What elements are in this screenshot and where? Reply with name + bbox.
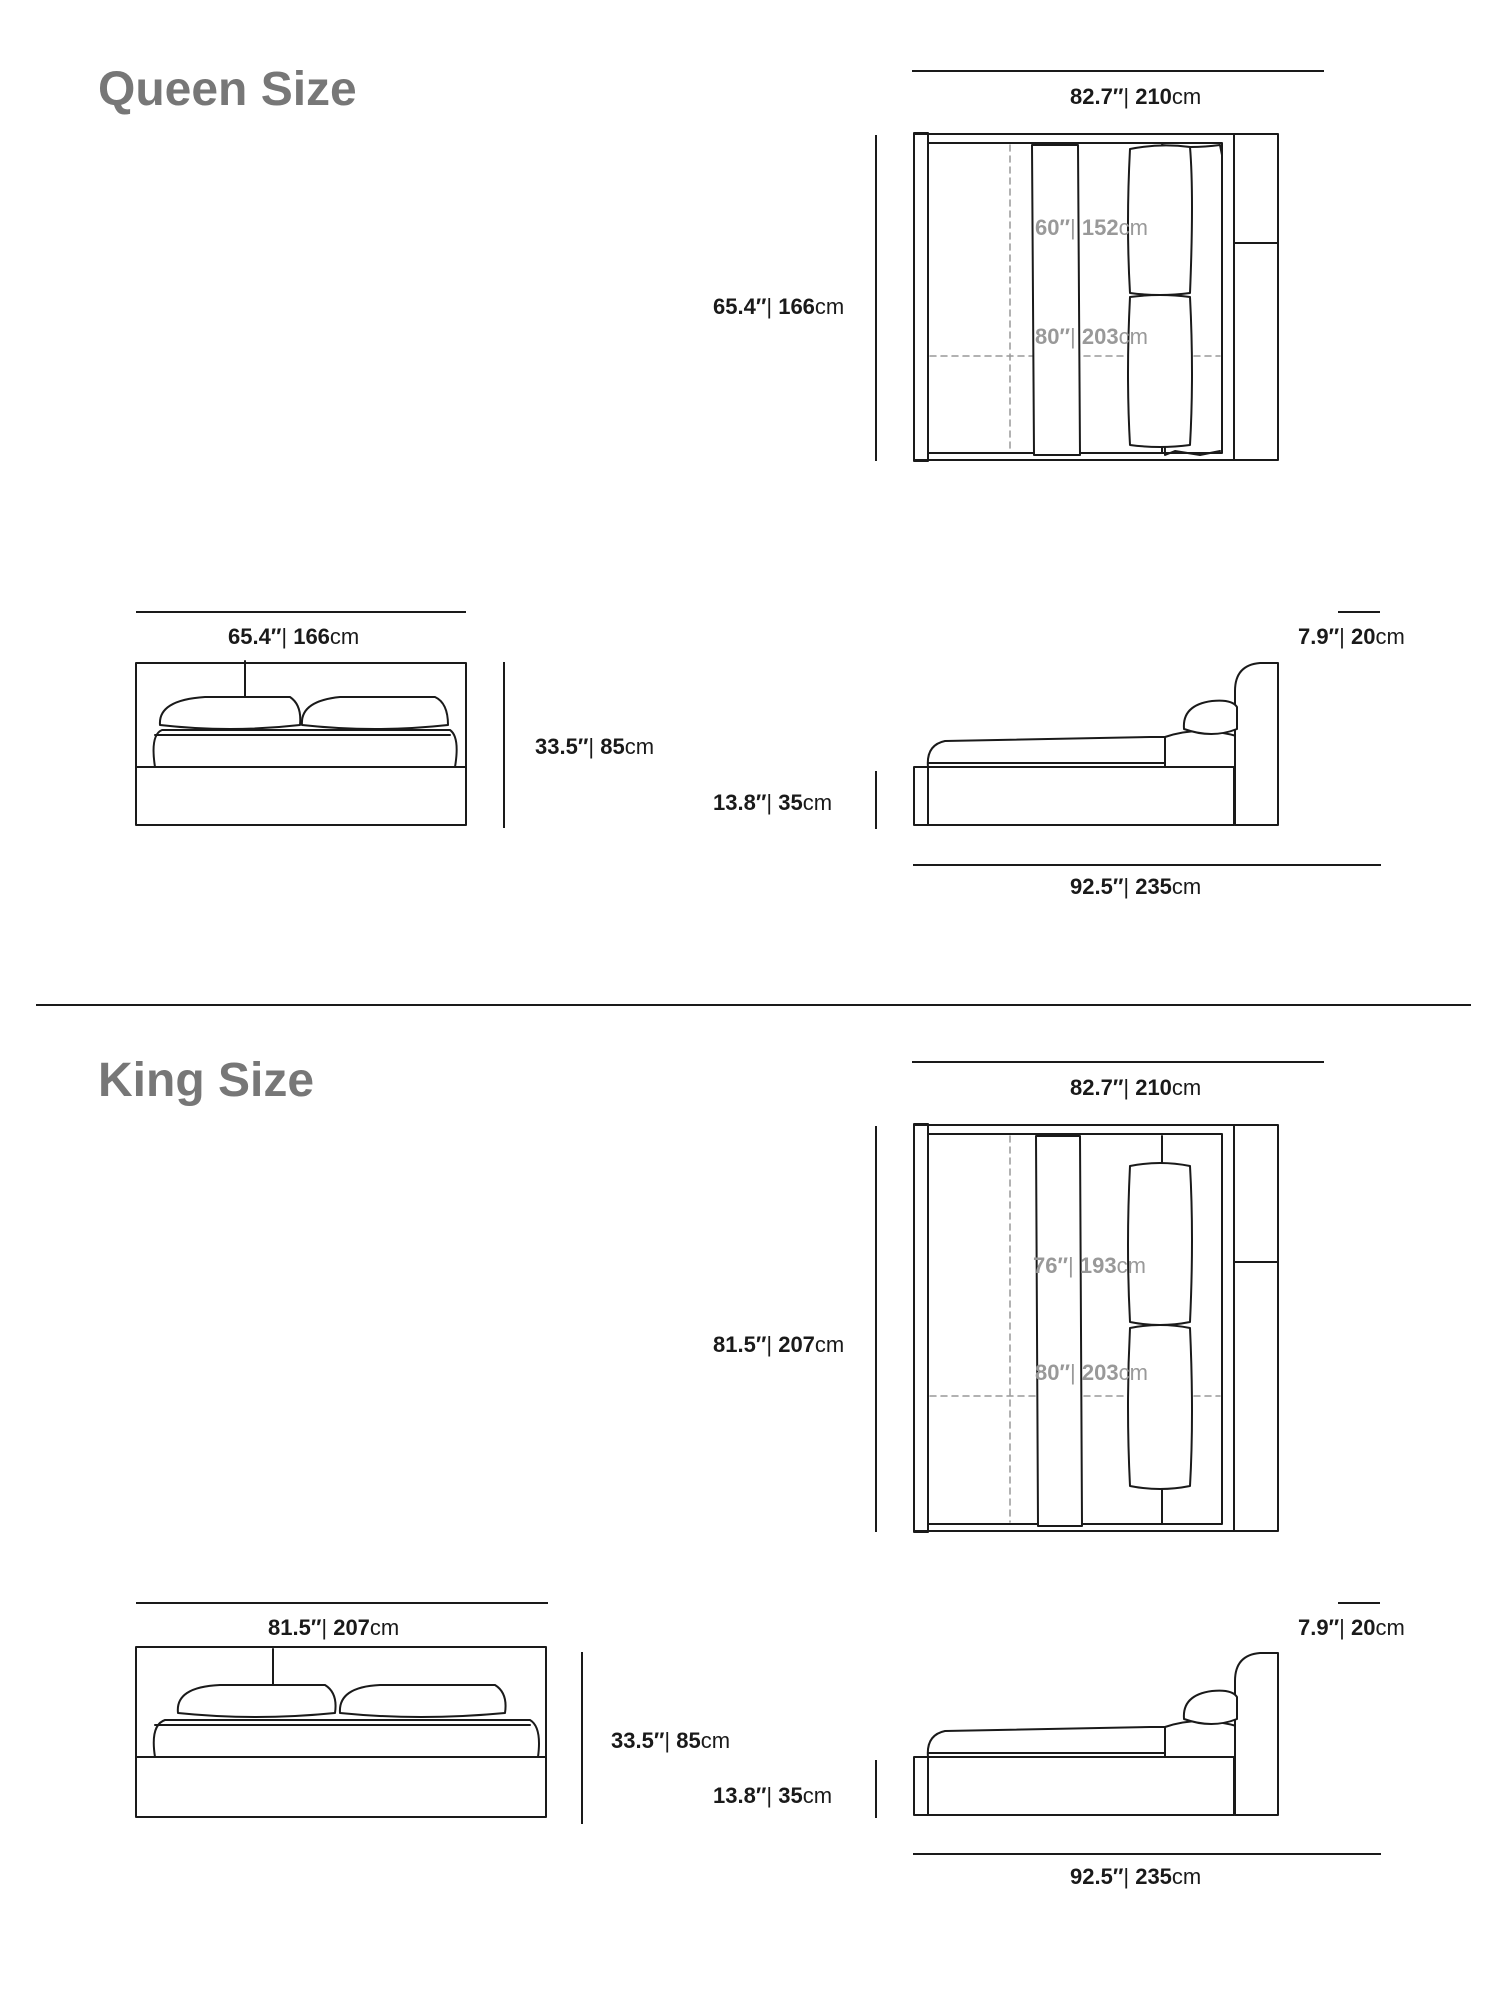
king-size-title: King Size [98, 1054, 315, 1107]
king-front-view-drawing [130, 1645, 550, 1825]
queen-top-width-line [875, 135, 877, 461]
queen-front-height-label: 33.5″| 85cm [535, 734, 655, 759]
queen-mattress-length-label: 80″| 203cm [1035, 324, 1148, 349]
king-top-length-line [912, 1061, 1324, 1063]
queen-base-height-label: 13.8″| 35cm [713, 790, 833, 815]
queen-side-length-label: 92.5″| 235cm [1070, 874, 1202, 899]
queen-top-length-label: 82.7″| 210cm [1070, 84, 1202, 109]
king-headboard-depth-label: 7.9″| 20cm [1298, 1615, 1405, 1640]
queen-front-width-label: 65.4″| 166cm [228, 624, 360, 649]
king-headboard-depth-line [1338, 1602, 1380, 1604]
king-top-length-label: 82.7″| 210cm [1070, 1075, 1202, 1100]
queen-headboard-depth-label: 7.9″| 20cm [1298, 624, 1405, 649]
queen-headboard-depth-line [1338, 611, 1380, 613]
king-side-view-drawing [900, 1645, 1390, 1825]
queen-size-title: Queen Size [98, 63, 357, 116]
queen-front-height-line [503, 662, 505, 828]
king-top-view-drawing [900, 1116, 1390, 1541]
queen-front-view-drawing [130, 655, 470, 835]
king-front-width-label: 81.5″| 207cm [268, 1615, 400, 1640]
king-mattress-width-label: 76″| 193cm [1033, 1253, 1146, 1278]
king-front-width-line [136, 1602, 548, 1604]
king-base-height-label: 13.8″| 35cm [713, 1783, 833, 1808]
king-mattress-length-label: 80″| 203cm [1035, 1360, 1148, 1385]
king-top-width-line [875, 1126, 877, 1532]
king-front-height-label: 33.5″| 85cm [611, 1728, 731, 1753]
section-divider [36, 1004, 1471, 1006]
queen-top-view-drawing [900, 125, 1390, 470]
queen-top-width-label: 65.4″| 166cm [713, 294, 845, 319]
king-base-height-line [875, 1760, 877, 1818]
king-top-width-label: 81.5″| 207cm [713, 1332, 845, 1357]
king-front-height-line [581, 1652, 583, 1824]
queen-front-width-line [136, 611, 466, 613]
queen-top-length-line [912, 70, 1324, 72]
queen-side-length-line [913, 864, 1381, 866]
queen-side-view-drawing [900, 655, 1390, 835]
king-side-length-label: 92.5″| 235cm [1070, 1864, 1202, 1889]
king-side-length-line [913, 1853, 1381, 1855]
queen-base-height-line [875, 771, 877, 829]
queen-mattress-width-label: 60″| 152cm [1035, 215, 1148, 240]
